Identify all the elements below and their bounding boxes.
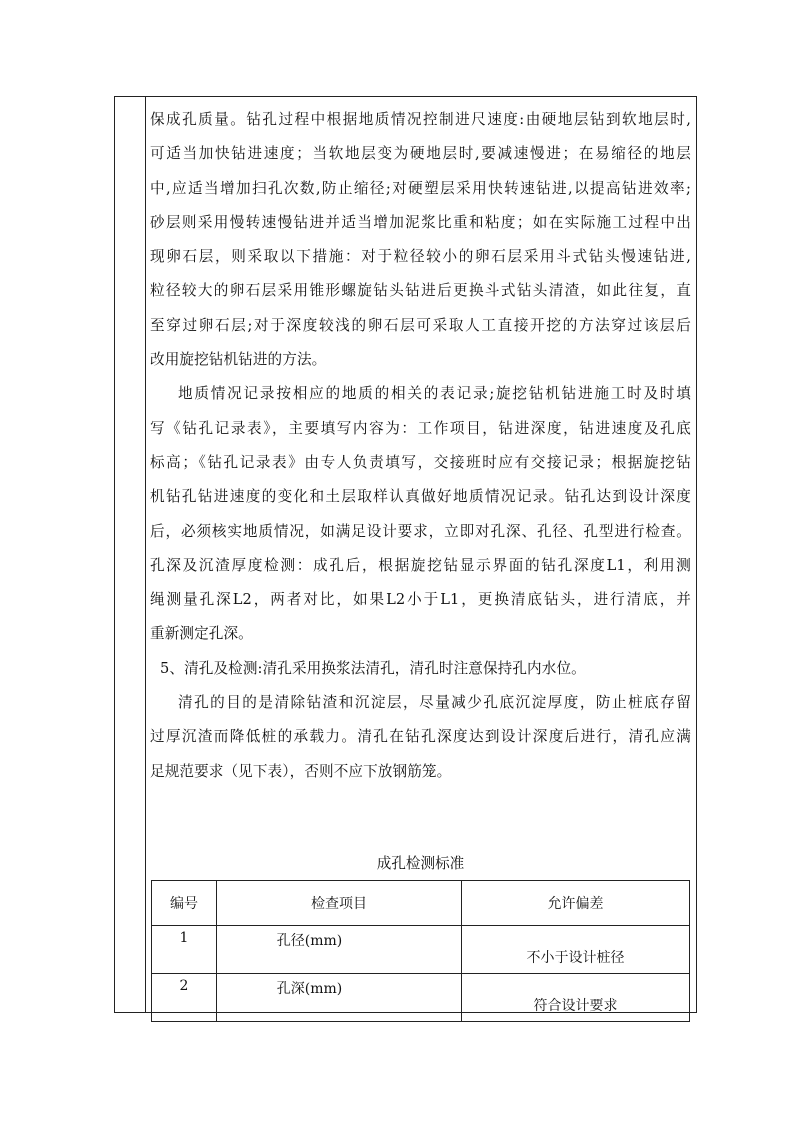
- row-number: 2: [152, 974, 217, 1022]
- header-check-item: 检查项目: [217, 881, 462, 926]
- text-line: 机钻孔钻进速度的变化和土层取样认真做好地质情况记录。钻孔达到设计深度: [150, 488, 691, 506]
- table-row: [152, 926, 690, 974]
- paragraph-drilling-control: [150, 103, 691, 377]
- document-frame: [114, 96, 697, 1013]
- row-check-item: 孔径(mm): [217, 926, 462, 974]
- header-tolerance: 允许偏差: [462, 881, 690, 926]
- row-check-item: 孔深(mm): [217, 974, 462, 1022]
- row-tolerance: 不小于设计桩径: [462, 926, 690, 974]
- text-line: 粒径较大的卵石层采用锥形螺旋钻头钻进后更换斗式钻头清渣，如此往复，直: [150, 282, 691, 300]
- text-line: 中,应适当增加扫孔次数,防止缩径;对硬塑层采用快转速钻进,以提高钻进效率;: [150, 179, 691, 197]
- text-line: 绳测量孔深L2，两者对比，如果L2小于L1，更换清底钻头，进行清底，并: [150, 591, 691, 609]
- text-line: 孔深及沉渣厚度检测：成孔后，根据旋挖钻显示界面的钻孔深度L1，利用测: [150, 556, 691, 574]
- table-title: 成孔检测标准: [376, 855, 465, 872]
- hole-inspection-table: [151, 880, 690, 1022]
- text-line: 5、清孔及检测:清孔采用换浆法清孔，清孔时注意保持孔内水位。: [160, 659, 586, 677]
- header-number: 编号: [152, 881, 217, 926]
- text-line: 过厚沉渣而降低桩的承载力。清孔在钻孔深度达到设计深度后进行，清孔应满: [150, 728, 691, 746]
- text-line: 重新测定孔深。: [150, 625, 253, 643]
- table-header-row: [152, 881, 690, 926]
- text-line: 现卵石层，则采取以下措施：对于粒径较小的卵石层采用斗式钻头慢速钻进,: [150, 248, 691, 266]
- row-tolerance: 符合设计要求: [462, 974, 690, 1022]
- text-line: 砂层则采用慢转速慢钻进并适当增加泥浆比重和粘度；如在实际施工过程中出: [150, 213, 691, 231]
- text-line: 足规范要求（见下表），否则不应下放钢筋笼。: [150, 762, 452, 780]
- item-5-hole-cleaning: [150, 652, 691, 686]
- text-line: 改用旋挖钻机钻进的方法。: [150, 351, 327, 369]
- paragraph-geology-record: [150, 377, 691, 651]
- text-line: 至穿过卵石层;对于深度较浅的卵石层可采取人工直接开挖的方法穿过该层后: [150, 316, 691, 334]
- text-line: 清孔的目的是清除钻渣和沉淀层，尽量减少孔底沉淀厚度，防止桩底存留: [178, 694, 691, 712]
- document-body: [150, 103, 691, 789]
- text-line: 地质情况记录按相应的地质的相关的表记录;旋挖钻机钻进施工时及时填: [178, 385, 691, 403]
- text-line: 可适当加快钻进速度；当软地层变为硬地层时,要减速慢进；在易缩径的地层: [150, 145, 691, 163]
- text-line: 标高；《钻孔记录表》由专人负责填写，交接班时应有交接记录；根据旋挖钻: [150, 453, 691, 471]
- text-line: 写《钻孔记录表》，主要填写内容为：工作项目，钻进深度，钻进速度及孔底: [150, 419, 691, 437]
- paragraph-cleaning-purpose: [150, 686, 691, 789]
- text-line: 保成孔质量。钻孔过程中根据地质情况控制进尺速度:由硬地层钻到软地层时,: [150, 111, 691, 128]
- left-column-divider: [145, 97, 146, 1012]
- text-line: 后，必须核实地质情况，如满足设计要求，立即对孔深、孔径、孔型进行检查。: [150, 522, 691, 540]
- table-row: [152, 974, 690, 1022]
- row-number: 1: [152, 926, 217, 974]
